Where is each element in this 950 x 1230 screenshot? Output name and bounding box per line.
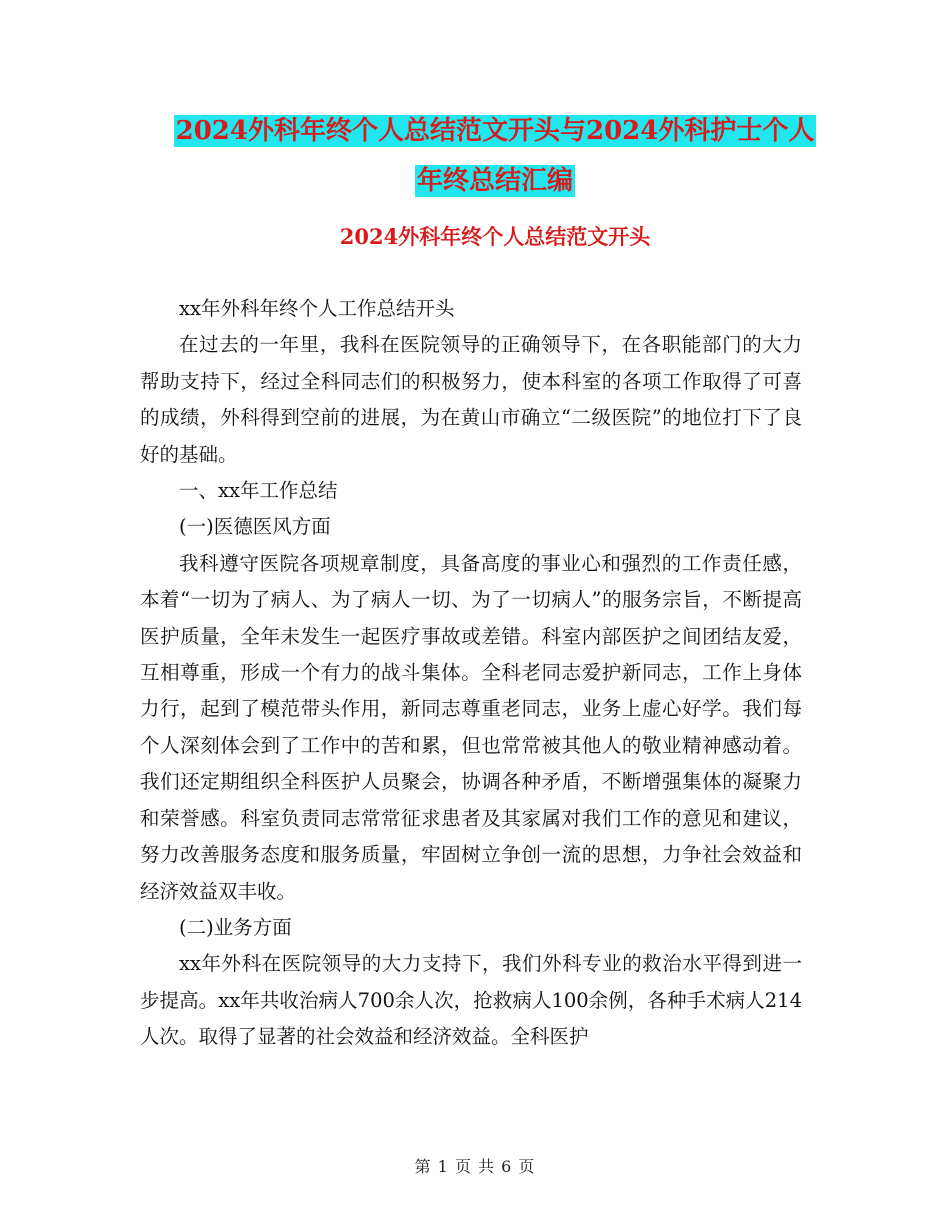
paragraph: 我科遵守医院各项规章制度，具备高度的事业心和强烈的工作责任感，本着“一切为了病人、为了病人一切、为了一切病人”的服务宗旨，不断提高医护质量，全年未发生一起医疗事故或差错。科室内部医护之间团结友爱，互相尊重，形成一个有力的战斗集体。全科老同志爱护新同志，工作上身体力行，起到了模范带头作用，新同志尊重老同志，业务上虚心好学。我们每个人深刻体会到了工作中的苦和累，但也常常被其他人的敬业精神感动着。我们还定期组织全科医护人员聚会，协调各种矛盾，不断增强集体的凝聚力和荣誉感。科室负责同志常常征求患者及其家属对我们工作的意见和建议，努力改善服务态度和服务质量，牢固树立争创一流的思想，力争社会效益和经济效益双丰收。 <box>140 551 802 903</box>
page-footer: 第 1 页 共 6 页 <box>414 1157 536 1176</box>
title-line-1: 2024外科年终个人总结范文开头与2024外科护士个人 <box>175 116 815 146</box>
paragraph: (一)医德医风方面 <box>179 515 331 539</box>
paragraph: 一、xx年工作总结 <box>179 479 338 503</box>
title-line-2: 年终总结汇编 <box>416 166 573 196</box>
document-title <box>140 106 850 206</box>
section-title: 2024外科年终个人总结范文开头 <box>339 224 651 249</box>
document-body <box>140 291 802 1056</box>
paragraph: xx年外科年终个人工作总结开头 <box>179 297 455 320</box>
paragraph: 在过去的一年里，我科在医院领导的正确领导下，在各职能部门的大力帮助支持下，经过全科同志们的积极努力，使本科室的各项工作取得了可喜的成绩，外科得到空前的进展，为在黄山市确立“二级医院”的地位打下了良好的基础。 <box>140 333 802 466</box>
paragraph: xx年外科在医院领导的大力支持下，我们外科专业的救治水平得到进一步提高。xx年共收治病人700余人次，抢救病人100余例，各种手术病人214人次。取得了显著的社会效益和经济效益。全科医护 <box>140 952 802 1049</box>
paragraph: (二)业务方面 <box>179 915 292 939</box>
